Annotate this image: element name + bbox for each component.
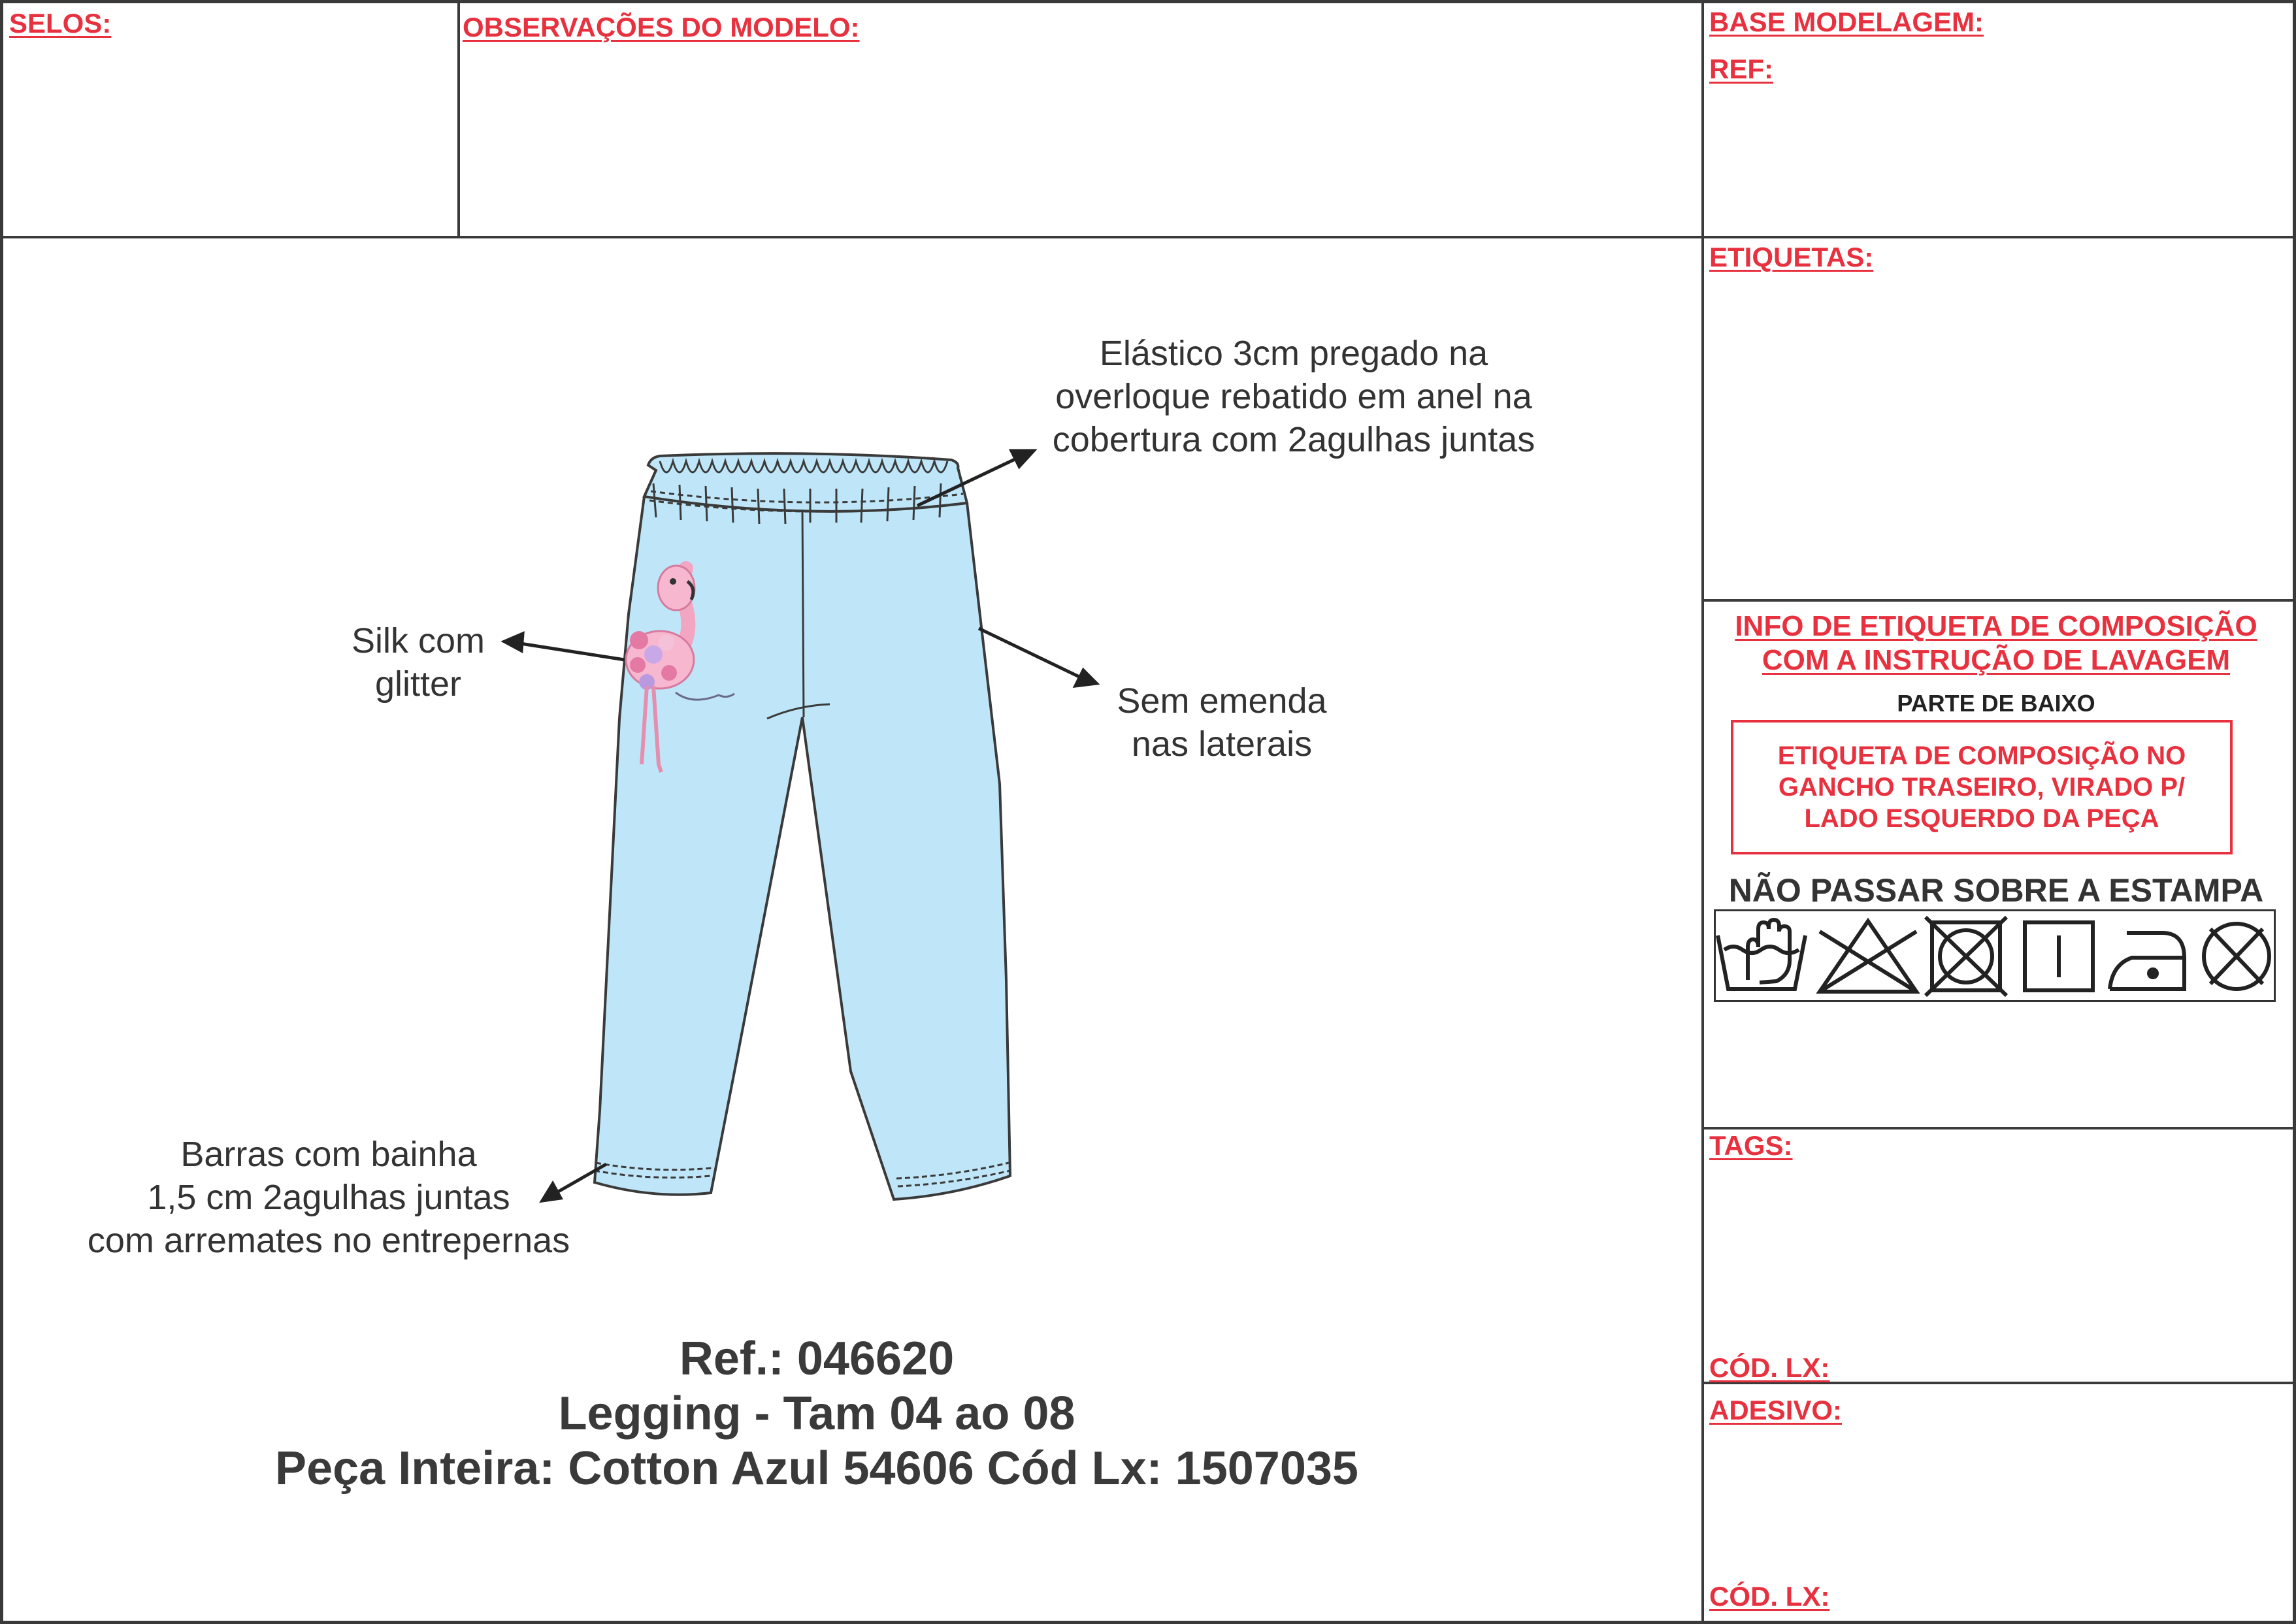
silk-line-2: glitter [374, 664, 462, 704]
product-ref: Ref.: 046620 [679, 1333, 955, 1385]
iron-low-icon [2110, 933, 2184, 989]
elastico-note [1032, 332, 1555, 461]
etiquetas-label: ETIQUETAS: [1709, 242, 1874, 272]
barras-line-1: Barras com bainha [180, 1135, 477, 1174]
do-not-tumble-dry-icon [1926, 917, 2007, 996]
sem-emenda-note [1091, 679, 1353, 766]
do-not-dry-clean-icon [2204, 924, 2269, 989]
hand-wash-icon [1718, 920, 1805, 989]
info-composicao-title-line2: COM A INSTRUÇÃO DE LAVAGEM [1762, 644, 2231, 676]
base-modelagem-label: BASE MODELAGEM: [1709, 7, 1984, 37]
product-name: Legging - Tam 04 ao 08 [558, 1388, 1075, 1440]
silk-line-1: Silk com [351, 621, 485, 660]
elastico-line-3: cobertura com 2agulhas juntas [1052, 420, 1535, 459]
nao-passar-warning: NÃO PASSAR SOBRE A ESTAMPA [1728, 872, 2264, 909]
sidebar-divider [1701, 0, 1704, 1624]
barras-note [52, 1133, 605, 1262]
sidebar-divider-tags [1701, 1127, 2296, 1129]
selos-label: SELOS: [9, 8, 112, 39]
adesivo-label: ADESIVO: [1709, 1395, 1843, 1425]
observacoes-label: OBSERVAÇÕES DO MODELO: [463, 12, 860, 42]
elastico-line-2: overloque rebatido em anel na [1055, 377, 1532, 416]
composicao-note-box: ETIQUETA DE COMPOSIÇÃO NO GANCHO TRASEIRO, VIRADO P/ LADO ESQUERDO DA PEÇA [1731, 720, 2233, 854]
barras-line-2: 1,5 cm 2agulhas juntas [147, 1178, 510, 1217]
ref-label: REF: [1709, 54, 1773, 84]
sem-emenda-line-1: Sem emenda [1117, 681, 1327, 721]
tags-label: TAGS: [1709, 1130, 1793, 1161]
product-material: Peça Inteira: Cotton Azul 54606 Cód Lx: 1507035 [275, 1442, 1358, 1495]
barras-line-3: com arremates no entrepernas [87, 1221, 570, 1260]
care-symbols-box [1714, 909, 2276, 1002]
waistband [644, 453, 967, 512]
do-not-bleach-icon [1820, 921, 1916, 992]
arrow-head-elastico [1011, 451, 1034, 466]
center-seam [802, 510, 804, 717]
elastico-line-1: Elástico 3cm pregado na [1099, 334, 1488, 373]
cod-lx-label-tags: CÓD. LX: [1709, 1352, 1830, 1383]
sidebar-divider-etiquetas [1701, 599, 2296, 602]
line-dry-icon [2025, 922, 2093, 990]
silk-note [314, 619, 523, 706]
parte-de-baixo-label: PARTE DE BAIXO [1897, 690, 2095, 717]
cod-lx-label-adesivo: CÓD. LX: [1709, 1581, 1830, 1612]
info-composicao-title-line1: INFO DE ETIQUETA DE COMPOSIÇÃO [1735, 610, 2257, 642]
sem-emenda-line-2: nas laterais [1131, 724, 1313, 764]
